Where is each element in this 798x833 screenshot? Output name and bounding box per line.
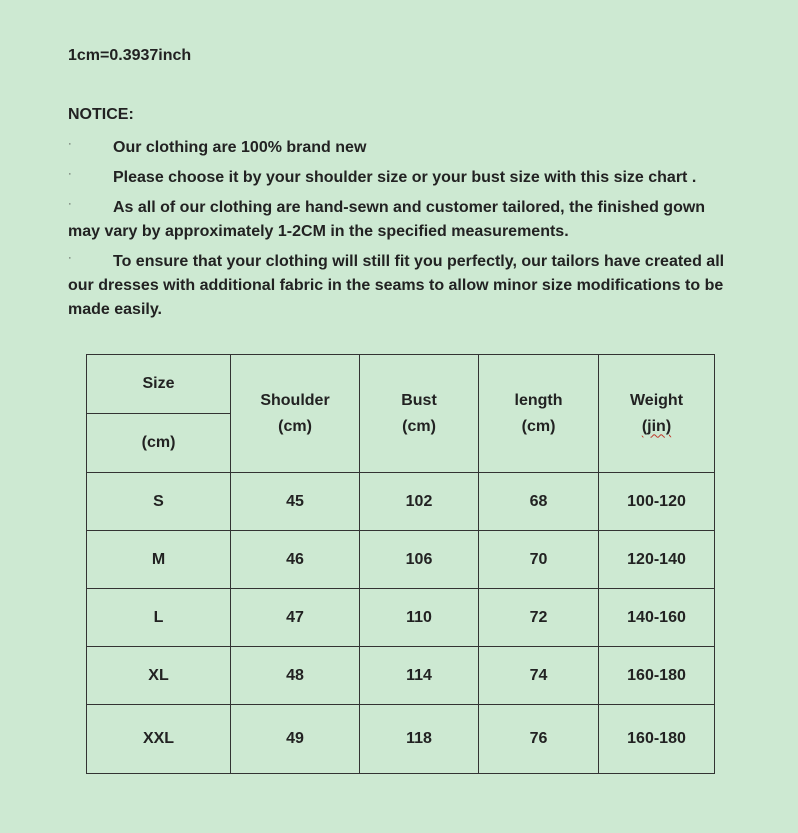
table-cell-size: S bbox=[87, 473, 231, 531]
table-cell: 70 bbox=[479, 531, 599, 589]
table-cell-size: XL bbox=[87, 647, 231, 705]
table-cell: 160-180 bbox=[599, 705, 715, 774]
table-cell: 114 bbox=[360, 647, 479, 705]
table-cell: 49 bbox=[231, 705, 360, 774]
table-cell-size: M bbox=[87, 531, 231, 589]
header-label: Weight bbox=[629, 391, 684, 409]
header-label: Bust bbox=[401, 391, 437, 409]
header-unit: (cm) bbox=[278, 417, 312, 435]
notice-text: Please choose it by your shoulder size or your bust size with this size chart . bbox=[113, 169, 697, 186]
table-row bbox=[87, 473, 715, 531]
table-header-row bbox=[87, 355, 715, 414]
table-cell: 160-180 bbox=[599, 647, 715, 705]
table-cell-size: L bbox=[87, 589, 231, 647]
notice-list bbox=[68, 136, 734, 328]
header-cell-shoulder bbox=[231, 355, 360, 473]
notice-item bbox=[68, 250, 734, 322]
notice-title: NOTICE: bbox=[68, 106, 134, 123]
notice-item bbox=[68, 166, 734, 190]
table-cell: 48 bbox=[231, 647, 360, 705]
header-cell-length bbox=[479, 355, 599, 473]
bullet-marker: · bbox=[68, 168, 72, 180]
table-cell: 68 bbox=[479, 473, 599, 531]
table-row bbox=[87, 531, 715, 589]
table-cell: 72 bbox=[479, 589, 599, 647]
table-cell: 47 bbox=[231, 589, 360, 647]
header-cell-bust bbox=[360, 355, 479, 473]
table-cell: 102 bbox=[360, 473, 479, 531]
table-cell: 110 bbox=[360, 589, 479, 647]
header-label: length bbox=[514, 391, 563, 409]
notice-text: To ensure that your clothing will still fit you perfectly, our tailors have created all our dresses with additional fabric in the seams to allow minor size modifications to be made easily. bbox=[68, 253, 725, 318]
table-cell: 140-160 bbox=[599, 589, 715, 647]
table-cell-size: XXL bbox=[87, 705, 231, 774]
notice-item bbox=[68, 196, 734, 244]
header-unit: (cm) bbox=[402, 417, 436, 435]
table-cell: 100-120 bbox=[599, 473, 715, 531]
size-chart-table bbox=[86, 354, 715, 774]
header-label: Shoulder bbox=[260, 391, 330, 409]
table-row bbox=[87, 589, 715, 647]
table-cell: 45 bbox=[231, 473, 360, 531]
bullet-marker: · bbox=[68, 138, 72, 150]
size-header-cell: Size bbox=[87, 355, 231, 414]
table-row bbox=[87, 647, 715, 705]
table-cell: 46 bbox=[231, 531, 360, 589]
bullet-marker: · bbox=[68, 252, 72, 264]
table-cell: 106 bbox=[360, 531, 479, 589]
header-cell-weight bbox=[599, 355, 715, 473]
bullet-marker: · bbox=[68, 198, 72, 210]
header-unit: (jin) bbox=[641, 417, 672, 435]
notice-item bbox=[68, 136, 734, 160]
table-row bbox=[87, 705, 715, 774]
table-cell: 76 bbox=[479, 705, 599, 774]
header-unit: (cm) bbox=[521, 417, 556, 435]
notice-text: Our clothing are 100% brand new bbox=[113, 139, 367, 156]
table-cell: 74 bbox=[479, 647, 599, 705]
table-cell: 120-140 bbox=[599, 531, 715, 589]
notice-text: As all of our clothing are hand-sewn and customer tailored, the finished gown may vary by approximately 1-2CM in the specified measurements. bbox=[68, 199, 706, 240]
size-unit-cell: (cm) bbox=[87, 414, 231, 473]
unit-conversion: 1cm=0.3937inch bbox=[68, 47, 192, 64]
table-cell: 118 bbox=[360, 705, 479, 774]
